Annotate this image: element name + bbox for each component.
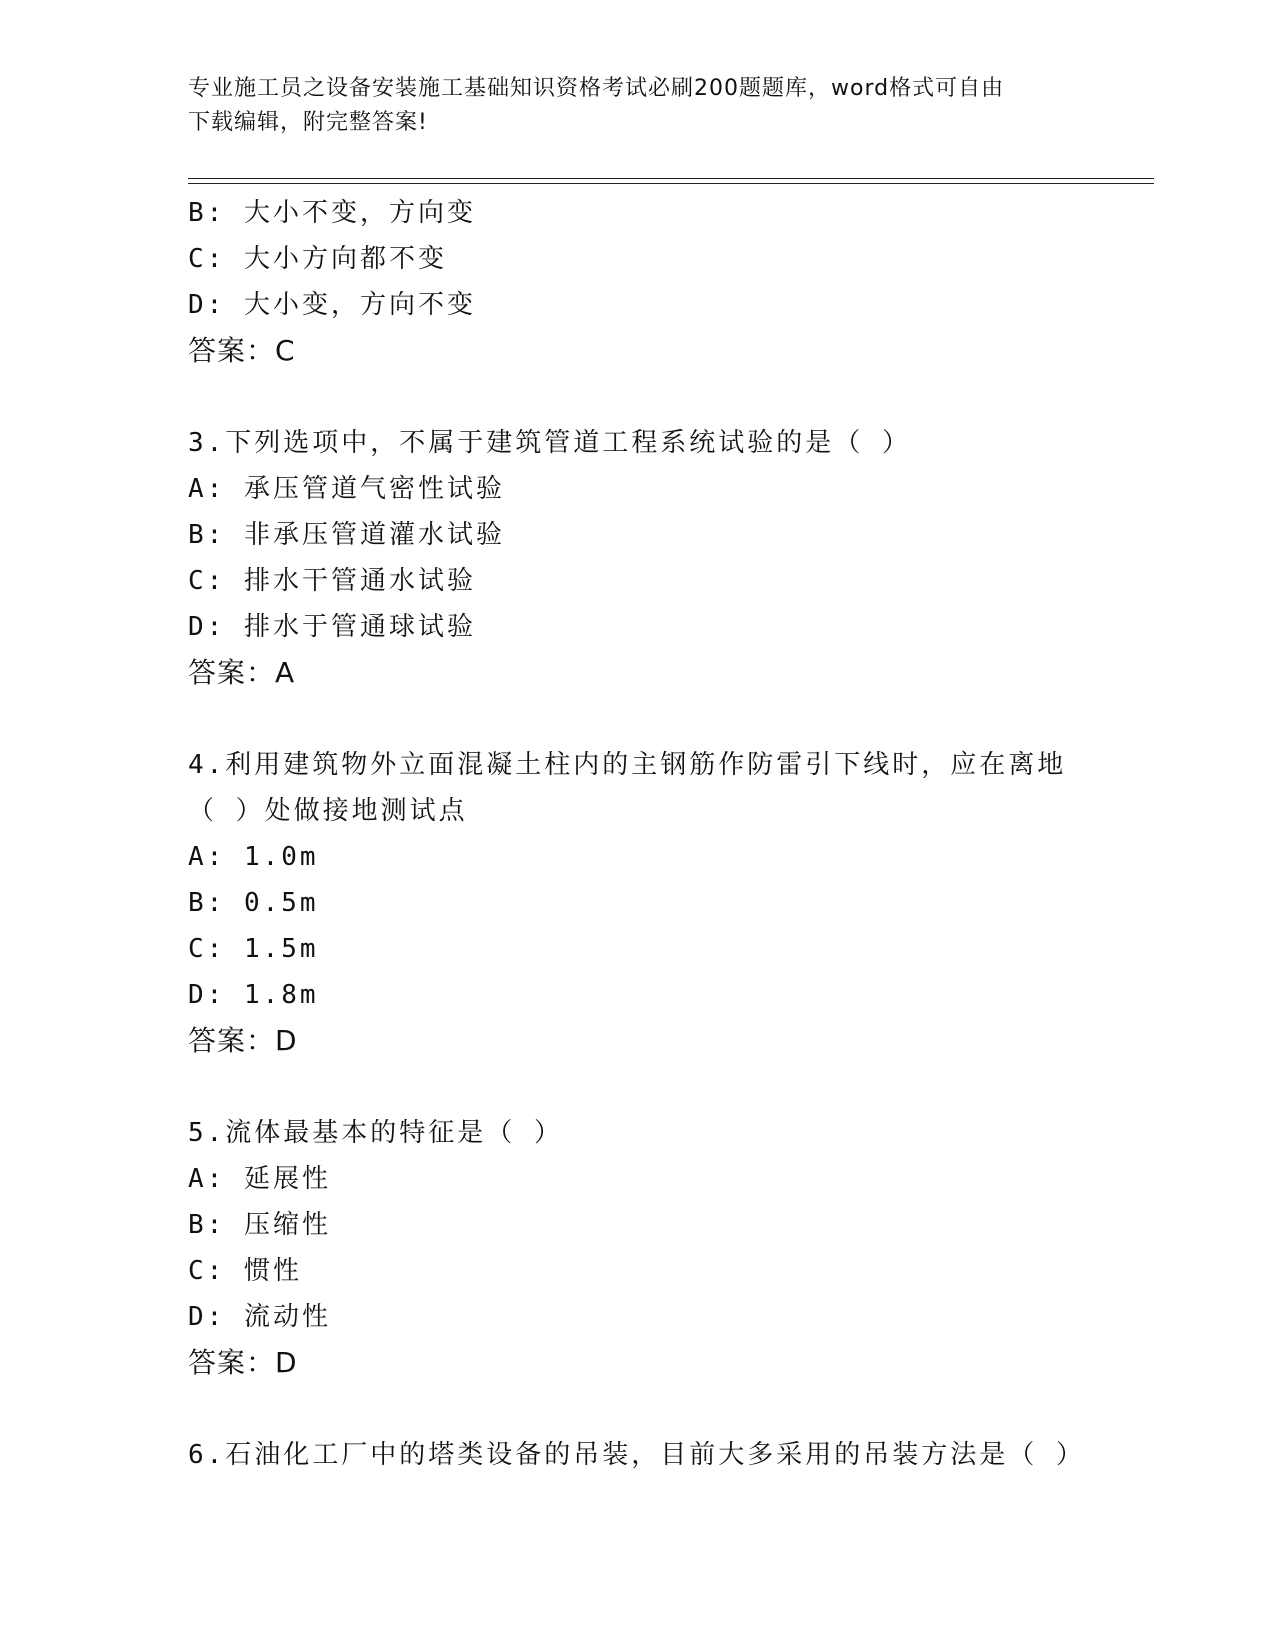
q3-question: 3.下列选项中，不属于建筑管道工程系统试验的是（ ） xyxy=(188,428,911,458)
q3-option-d: D: 排水于管通球试验 xyxy=(188,612,476,642)
header-divider-top xyxy=(188,178,1154,179)
q2-option-c: C: 大小方向都不变 xyxy=(188,244,447,274)
spacer xyxy=(188,1386,1154,1432)
q5-option-c: C: 惯性 xyxy=(188,1256,302,1286)
q6-question: 6.石油化工厂中的塔类设备的吊装，目前大多采用的吊装方法是（ ） xyxy=(188,1440,1085,1470)
header-divider-bottom xyxy=(188,183,1154,184)
q4-option-b: B: 0.5m xyxy=(188,888,319,918)
q4-answer: 答案：D xyxy=(188,1024,298,1057)
q2-option-b: B: 大小不变，方向变 xyxy=(188,198,476,228)
q5-question: 5.流体最基本的特征是（ ） xyxy=(188,1118,563,1148)
question-list xyxy=(188,190,1154,1478)
document-header xyxy=(188,72,1068,140)
spacer xyxy=(188,696,1154,742)
q3-answer: 答案：A xyxy=(188,656,296,689)
q3-option-a: A: 承压管道气密性试验 xyxy=(188,474,505,504)
q5-option-a: A: 延展性 xyxy=(188,1164,331,1194)
q2-option-d: D: 大小变，方向不变 xyxy=(188,290,476,320)
q5-answer: 答案：D xyxy=(188,1346,298,1379)
header-title-line1: 专业施工员之设备安装施工基础知识资格考试必刷200题题库，word格式可自由 xyxy=(188,76,1005,101)
q4-option-d: D: 1.8m xyxy=(188,980,319,1010)
q2-answer: 答案：C xyxy=(188,334,296,367)
spacer xyxy=(188,374,1154,420)
spacer xyxy=(188,1064,1154,1110)
q3-option-b: B: 非承压管道灌水试验 xyxy=(188,520,505,550)
q4-question-line2: （ ）处做接地测试点 xyxy=(188,796,468,826)
q4-question-line1: 4.利用建筑物外立面混凝土柱内的主钢筋作防雷引下线时，应在离地 xyxy=(188,750,1067,780)
q5-option-b: B: 压缩性 xyxy=(188,1210,331,1240)
q3-option-c: C: 排水干管通水试验 xyxy=(188,566,476,596)
header-title-line2: 下载编辑，附完整答案! xyxy=(188,110,428,135)
q4-option-a: A: 1.0m xyxy=(188,842,319,872)
q4-option-c: C: 1.5m xyxy=(188,934,319,964)
q5-option-d: D: 流动性 xyxy=(188,1302,331,1332)
